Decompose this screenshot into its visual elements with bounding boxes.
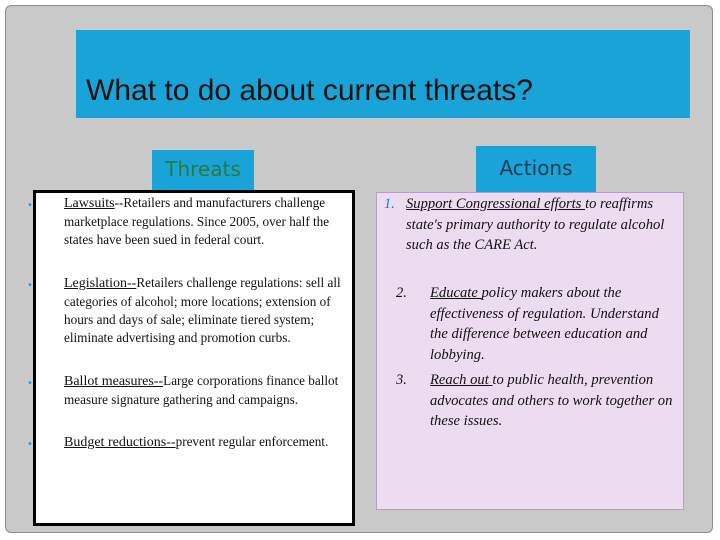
action-term: Educate bbox=[430, 285, 482, 301]
bullet-icon: • bbox=[27, 439, 33, 450]
bullet-icon: • bbox=[27, 200, 33, 211]
action-term: Reach out bbox=[430, 372, 493, 388]
action-text: to reaffirms state's primary authority to regulate alcohol such as the CARE Act. bbox=[406, 196, 665, 253]
bullet-icon: • bbox=[27, 280, 33, 291]
threat-term: Ballot measures-- bbox=[64, 374, 164, 389]
action-item-reach-out bbox=[418, 370, 680, 432]
actions-heading: Actions bbox=[476, 146, 596, 192]
title-banner bbox=[76, 30, 690, 118]
action-item-educate bbox=[418, 283, 680, 365]
threat-text: --Retailers and manufacturers challenge marketplace regulations. Since 2005, over half the states have been sued in federal court. bbox=[64, 195, 330, 247]
threat-text: prevent regular enforcement. bbox=[175, 434, 329, 449]
threat-item-ballot bbox=[64, 372, 354, 409]
action-number: 2. bbox=[396, 285, 407, 301]
threat-term: Legislation-- bbox=[64, 276, 137, 291]
threat-term: Budget reductions-- bbox=[64, 435, 176, 450]
bullet-icon: • bbox=[27, 378, 33, 389]
action-number: 3. bbox=[396, 372, 407, 388]
action-term: Support Congressional efforts bbox=[406, 196, 586, 212]
threat-item-budget bbox=[64, 433, 354, 452]
action-item-support bbox=[406, 194, 678, 256]
threats-heading: Threats bbox=[152, 150, 254, 192]
threat-text: Large corporations finance ballot measure signature gathering and campaigns. bbox=[64, 373, 339, 407]
action-number: 1. bbox=[384, 196, 395, 212]
threat-term: Lawsuits bbox=[64, 196, 115, 211]
threat-text: Retailers challenge regulations: sell all categories of alcohol; more locations; extension of hours and days of sale; eliminate tiered system; eliminate advertising and promotion curbs. bbox=[64, 275, 341, 345]
page-title: What to do about current threats? bbox=[86, 74, 533, 107]
action-text: to public health, prevention advocates and others to work together on these issues. bbox=[430, 372, 673, 429]
action-text: policy makers about the effectiveness of regulation. Understand the difference between education and lobbying. bbox=[430, 285, 659, 363]
threat-item-lawsuits bbox=[64, 194, 354, 249]
threat-item-legislation bbox=[64, 274, 354, 347]
